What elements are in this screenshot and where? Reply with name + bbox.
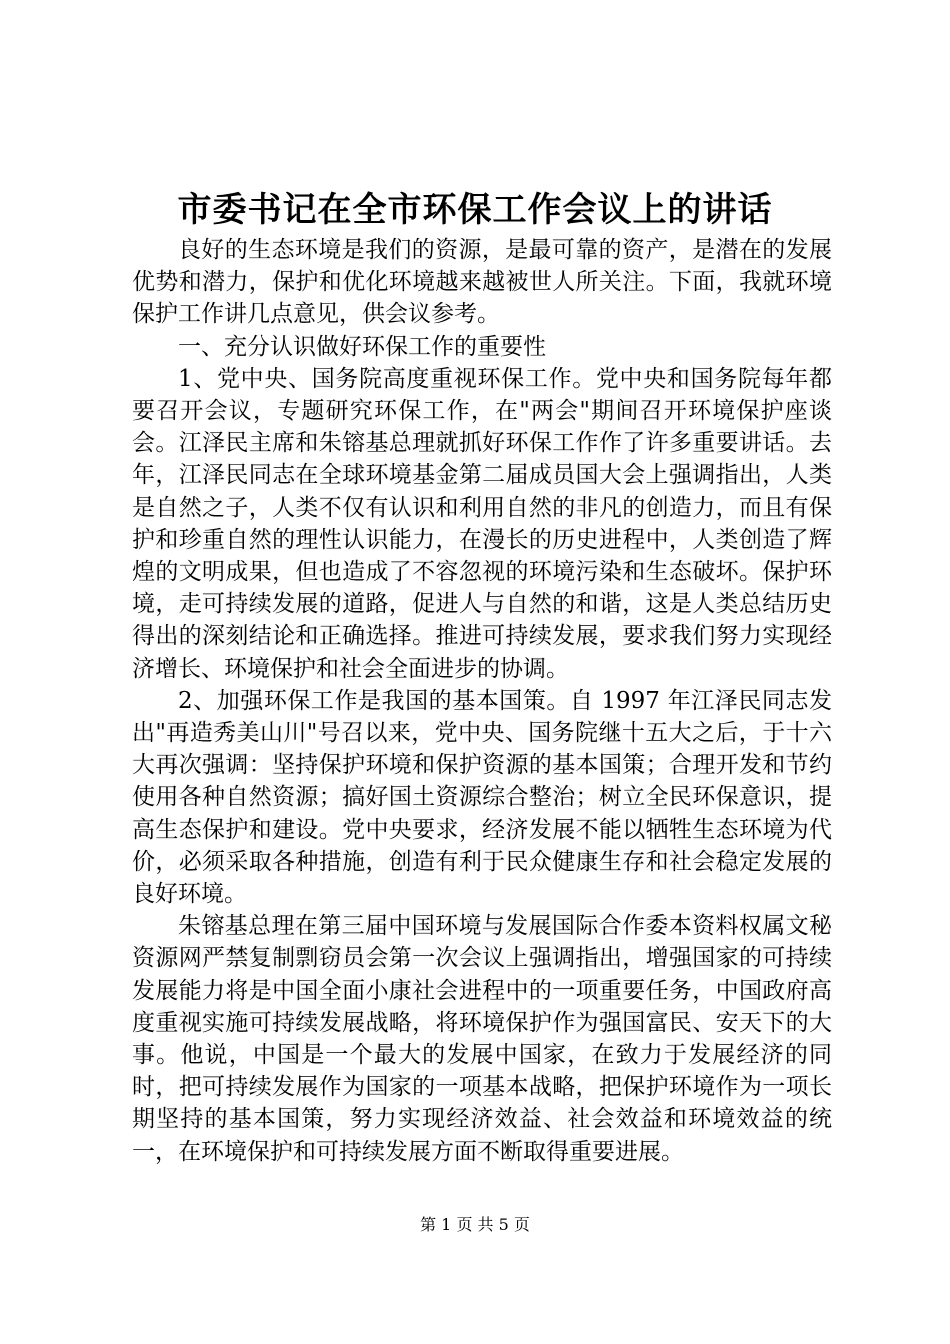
paragraph-point-1: 1、党中央、国务院高度重视环保工作。党中央和国务院每年都要召开会议，专题研究环保工作，在"两会"期间召开环境保护座谈会。江泽民主席和朱镕基总理就抓好环保工作作了许多重要讲话。去年，江泽民同志在全球环境基金第二届成员国大会上强调指出，人类是自然之子，人类不仅有认识和利用自然的非凡的创造力，而且有保护和珍重自然的理性认识能力，在漫长的历史进程中，人类创造了辉煌的文明成果，但也造成了不容忽视的环境污染和生态破坏。保护环境，走可持续发展的道路，促进人与自然的和谐，这是人类总结历史得出的深刻结论和正确选择。推进可持续发展，要求我们努力实现经济增长、环境保护和社会全面进步的协调。 (132, 365, 832, 682)
document-body (132, 234, 832, 1168)
paragraph-point-2: 2、加强环保工作是我国的基本国策。自 1997 年江泽民同志发出"再造秀美山川"号召以来，党中央、国务院继十五大之后，于十六大再次强调：坚持保护环境和保护资源的基本国策；合理开发和节约使用各种自然资源；搞好国土资源综合整治；树立全民环保意识，提高生态保护和建设。党中央要求，经济发展不能以牺牲生态环境为代价，必须采取各种措施，创造有利于民众健康生存和社会稳定发展的良好环境。 (132, 687, 832, 908)
section-heading-1: 一、充分认识做好环保工作的重要性 (178, 333, 546, 360)
paragraph-zhu-rongji: 朱镕基总理在第三届中国环境与发展国际合作委本资料权属文秘资源网严禁复制剽窃员会第一次会议上强调指出，增强国家的可持续发展能力将是中国全面小康社会进程中的一项重要任务，中国政府高度重视实施可持续发展战略，将环境保护作为强国富民、安天下的大事。他说，中国是一个最大的发展中国家，在致力于发展经济的同时，把可持续发展作为国家的一项基本战略，把保护环境作为一项长期坚持的基本国策，努力实现经济效益、社会效益和环境效益的统一，在环境保护和可持续发展方面不断取得重要进展。 (132, 913, 832, 1165)
paragraph-intro: 良好的生态环境是我们的资源，是最可靠的资产，是潜在的发展优势和潜力，保护和优化环境越来越被世人所关注。下面，我就环境保护工作讲几点意见，供会议参考。 (132, 237, 832, 328)
document-title: 市委书记在全市环保工作会议上的讲话 (177, 190, 773, 230)
page-footer: 第 1 页 共 5 页 (420, 1215, 530, 1234)
